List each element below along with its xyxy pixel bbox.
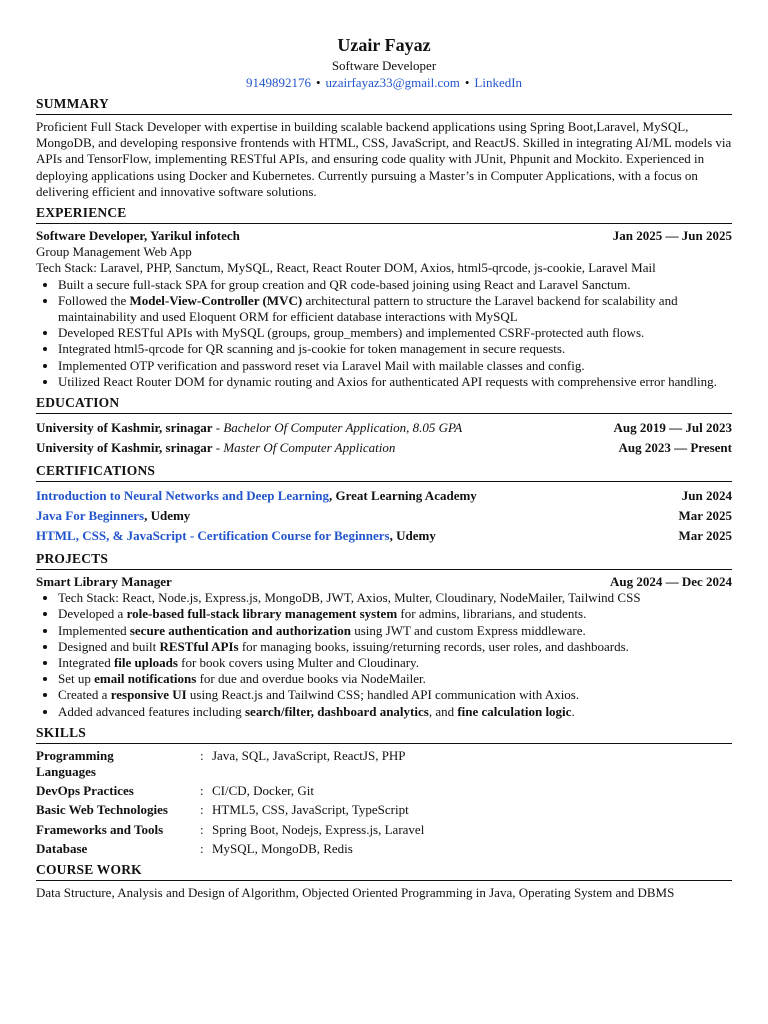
certification-link[interactable]: Java For Beginners [36,508,145,524]
skill-colon: : [200,821,204,837]
degree: Master Of Computer Application [223,440,396,456]
certification-date: Mar 2025 [678,508,732,524]
skills-grid [36,748,732,857]
section-title: EDUCATION [36,394,732,414]
education-row [36,418,732,438]
bullet-emphasis: search/filter, dashboard analytics [244,703,429,719]
skill-label: DevOps Practices [36,783,134,799]
job-tech-stack: Tech Stack: Laravel, PHP, Sanctum, MySQL, React, React Router DOM, Axios, html5-qrcode, js-cookie, Laravel Mail [36,260,656,276]
linkedin-link[interactable]: LinkedIn [474,75,523,90]
job-dates: Jan 2025 — Jun 2025 [612,228,732,244]
list-item [58,325,732,341]
bullet-emphasis: fine calculation logic [457,703,572,719]
skill-value: Spring Boot, Nodejs, Express.js, Laravel [212,821,425,837]
bullet-text: Implemented OTP verification and password reset via Laravel Mail with mailable classes and config. [58,357,585,373]
email-link[interactable]: uzairfayaz33@gmail.com [325,75,460,90]
certification-row [36,506,732,526]
bullet-text: using JWT and custom Express middleware. [350,622,586,638]
person-name: Uzair Fayaz [337,35,431,55]
bullet-text: Set up [58,671,95,687]
bullet-text: Tech Stack: React, Node.js, Express.js, MongoDB, JWT, Axios, Multer, Cloudinary, NodeMailer, Tailwind CSS [58,590,641,606]
bullet-text: Integrated [58,655,114,671]
bullet-text: Integrated html5-qrcode for QR scanning and js-cookie for token management in secure requests. [58,341,566,357]
section-title: SUMMARY [36,95,732,115]
contact-separator: • [315,75,321,90]
bullet-emphasis: responsive UI [110,687,187,703]
certification-org: , Great Learning Academy [329,488,477,504]
coursework-section [36,861,732,901]
list-item [58,293,732,325]
bullet-text: for managing books, issuing/returning records, user roles, and dashboards. [238,638,629,654]
school-name: University of Kashmir, srinagar [36,420,213,436]
bullet-emphasis: email notifications [94,671,197,687]
section-title: EXPERIENCE [36,204,732,224]
skill-colon: : [200,840,204,856]
bullet-text: Created a [58,687,111,703]
job-project: Group Management Web App [36,244,192,260]
job-bullets [36,277,732,390]
bullet-text: using React.js and Tailwind CSS; handled API communication with Axios. [186,687,580,703]
phone-link[interactable]: 9149892176 [245,75,311,90]
bullet-text: architectural pattern to structure the Laravel backend for scalability and maintainability and used Eloquent ORM for efficient database interactions with MySQL [58,292,678,325]
certification-date: Mar 2025 [678,528,732,544]
section-title: PROJECTS [36,550,732,570]
coursework-text: Data Structure, Analysis and Design of Algorithm, Objected Oriented Programming in Java, Operating System and DBMS [36,885,675,901]
section-title: CERTIFICATIONS [36,462,732,482]
certification-link[interactable]: Introduction to Neural Networks and Deep Learning [36,488,329,504]
skill-colon: : [200,783,204,799]
skill-value: MySQL, MongoDB, Redis [212,840,353,856]
summary-text: Proficient Full Stack Developer with expertise in building scalable backend applications using Spring Boot,Laravel, MySQL, MongoDB, and developing responsive frontends with HTML, CSS, JavaScript, and ReactJS. Skilled in integrating AI/ML models via APIs and TensorFlow, implementing RESTful APIs, and ensuring code quality with JUnit, Phpunit and Mockito. Experienced in deploying applications using Docker and Kubernetes. Currently pursuing a Master’s in Computer Applications, with a focus on delivering efficient and innovative software solutions. [36,119,732,199]
section-title: COURSE WORK [36,861,732,881]
section-title: SKILLS [36,724,732,744]
education-dates: Aug 2019 — Jul 2023 [613,420,732,436]
education-dates: Aug 2023 — Present [618,440,732,456]
bullet-text: Designed and built [58,638,160,654]
bullet-text: , and [428,703,458,719]
bullet-emphasis: secure authentication and authorization [129,622,351,638]
list-item [58,623,732,639]
list-item [58,590,732,606]
bullet-text: Built a secure full-stack SPA for group creation and QR code-based joining using React and Laravel Sanctum. [58,276,631,292]
project-bullets [36,590,732,720]
certification-row [36,486,732,506]
certification-link[interactable]: HTML, CSS, & JavaScript - Certification Course for Beginners [36,528,390,544]
list-item [58,704,732,720]
skill-colon: : [200,802,204,818]
list-item [58,374,732,390]
education-row [36,438,732,458]
certification-row [36,526,732,546]
list-item [58,671,732,687]
bullet-text: for book covers using Multer and Cloudinary. [177,655,419,671]
dash: - [212,440,224,456]
skill-label: Programming Languages [36,747,114,780]
skill-value: Java, SQL, JavaScript, ReactJS, PHP [212,747,406,763]
certifications-section [36,462,732,546]
skill-value: CI/CD, Docker, Git [212,783,315,799]
school-name: University of Kashmir, srinagar [36,440,213,456]
projects-section [36,550,732,720]
certification-org: , Udemy [144,508,191,524]
contact-line [36,74,732,91]
dash: - [212,420,224,436]
list-item [58,655,732,671]
bullet-emphasis: role-based full-stack library management system [126,606,398,622]
list-item [58,341,732,357]
bullet-text: for due and overdue books via NodeMailer. [196,671,426,687]
education-section [36,394,732,458]
experience-section [36,204,732,390]
bullet-emphasis: file uploads [113,655,178,671]
project-title: Smart Library Manager [36,574,172,590]
certification-date: Jun 2024 [681,488,732,504]
certification-org: , Udemy [389,528,436,544]
list-item [58,639,732,655]
bullet-emphasis: Model-View-Controller (MVC) [129,292,303,308]
resume-header [36,34,732,91]
bullet-emphasis: RESTful APIs [159,638,239,654]
bullet-text: . [571,703,575,719]
job-heading [36,228,732,244]
bullet-text: Developed a [58,606,127,622]
bullet-text: for admins, librarians, and students. [397,606,587,622]
summary-section [36,95,732,200]
skills-section [36,724,732,857]
bullet-text: Implemented [58,622,130,638]
skill-label: Frameworks and Tools [36,821,164,837]
bullet-text: Developed RESTful APIs with MySQL (groups, group_members) and implemented CSRF-protected auth flows. [58,325,645,341]
job-title: Software Developer, Yarikul infotech [36,228,240,244]
bullet-text: Added advanced features including [58,703,245,719]
skill-label: Basic Web Technologies [36,802,168,818]
list-item [58,606,732,622]
contact-separator: • [464,75,470,90]
project-heading [36,574,732,590]
skill-colon: : [200,747,204,763]
project-dates: Aug 2024 — Dec 2024 [609,574,732,590]
degree: Bachelor Of Computer Application, 8.05 GPA [223,420,463,436]
skill-label: Database [36,840,88,856]
bullet-text: Followed the [58,292,130,308]
list-item [58,687,732,703]
skill-value: HTML5, CSS, JavaScript, TypeScript [212,802,409,818]
bullet-text: Utilized React Router DOM for dynamic routing and Axios for authenticated API requests with comprehensive error handling. [58,373,717,389]
list-item [58,277,732,293]
list-item [58,358,732,374]
person-role: Software Developer [331,58,437,73]
